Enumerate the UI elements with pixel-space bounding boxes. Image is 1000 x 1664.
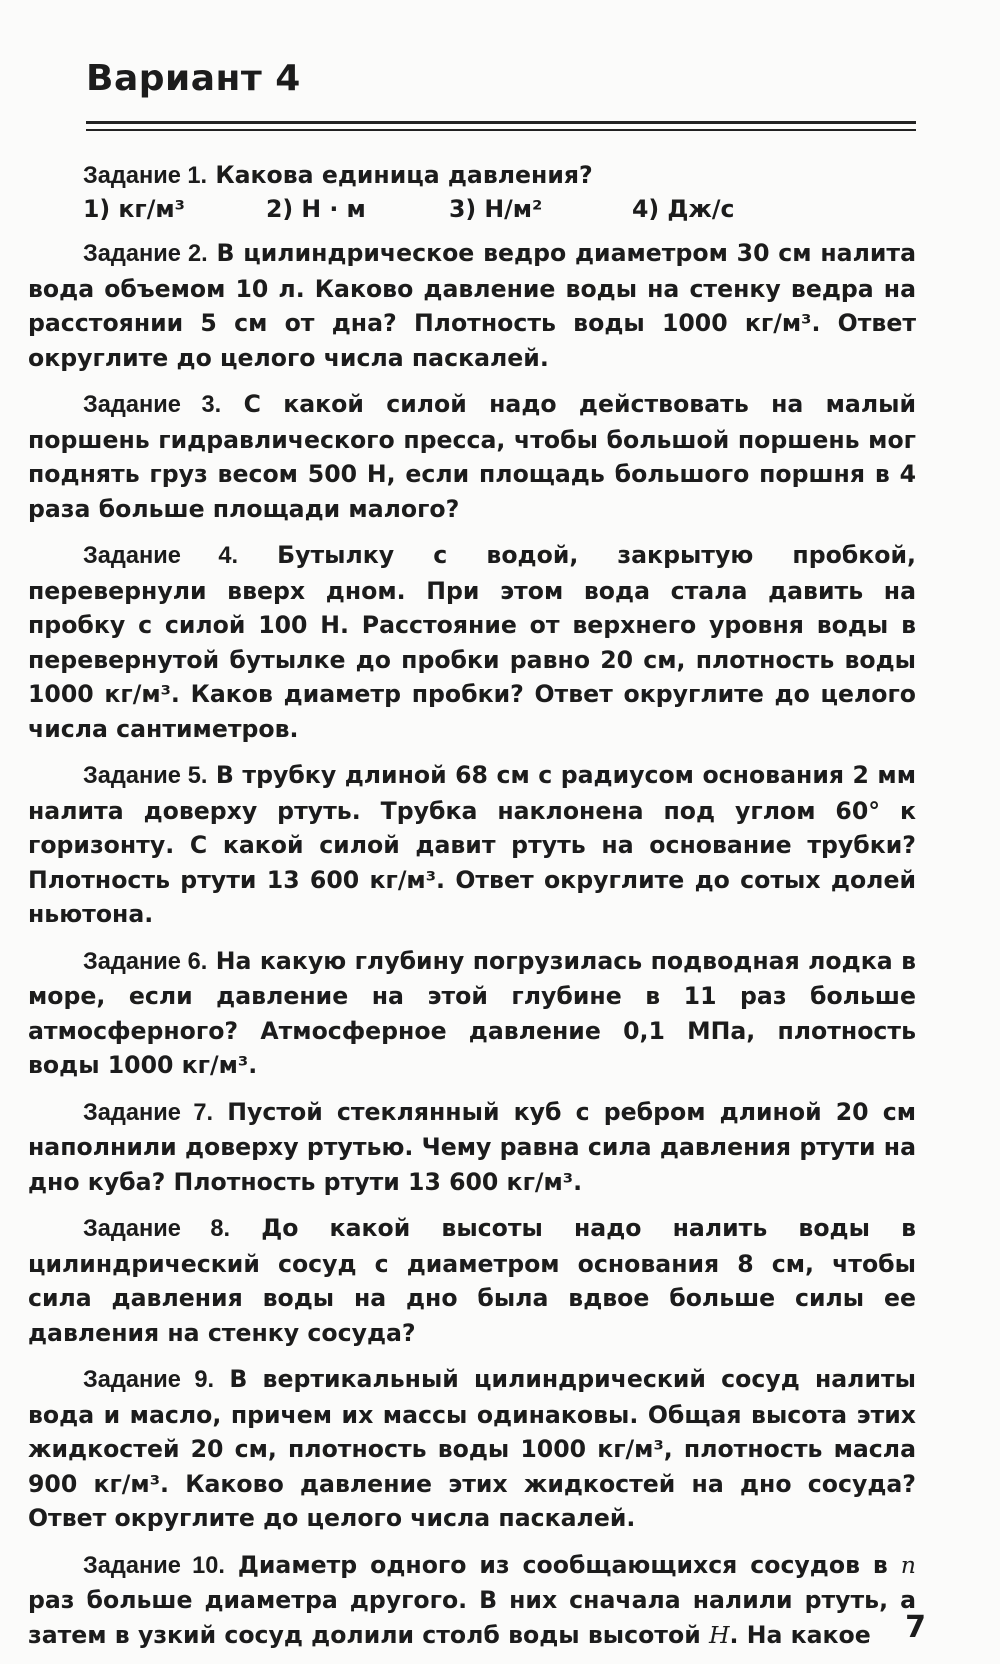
task-2 — [28, 236, 916, 375]
task-label: Задание 2. — [83, 241, 208, 267]
page-number: 7 — [905, 1610, 926, 1645]
task-text: . На какое — [729, 1620, 871, 1649]
variant-title: Вариант 4 — [86, 58, 301, 99]
task-label: Задание 8. — [83, 1216, 231, 1242]
option-4: 4) Дж/с — [632, 194, 735, 223]
task-3 — [28, 387, 916, 526]
task-text: В вертикальный цилиндрический сосуд налиты вода и масло, причем их массы одинаковы. Общая высота этих жидкостей 20 см, плотность воды 1000 кг/м³, плотность масла 900 кг/м³. Каково давление этих жидкостей на дно сосуда? Ответ округлите до целого числа паскалей. — [28, 1365, 916, 1532]
task-text: В трубку длиной 68 см с радиусом основания 2 мм налита доверху ртуть. Трубка наклонена под углом 60° к горизонту. С какой силой давит ртуть на основание трубки? Плотность ртути 13 600 кг/м³. Ответ округлите до сотых долей ньютона. — [28, 761, 917, 928]
task-label: Задание 7. — [83, 1099, 214, 1126]
task-1-options — [28, 192, 916, 227]
task-text: раз больше диаметра другого. В них сначала налили ртуть, а затем в узкий сосуд долили столб воды высотой — [28, 1586, 916, 1649]
task-list — [28, 158, 916, 1664]
task-6 — [28, 944, 916, 1083]
option-2: 2) Н · м — [266, 194, 366, 223]
task-7 — [28, 1095, 916, 1200]
task-label: Задание 1. — [83, 163, 208, 189]
task-5 — [28, 758, 916, 932]
title-rule-top — [86, 121, 916, 124]
task-8 — [28, 1211, 916, 1350]
task-label: Задание 9. — [83, 1367, 215, 1393]
variable-h: H — [708, 1620, 730, 1649]
task-label: Задание 6. — [83, 948, 208, 975]
task-text: Пустой стеклянный куб с ребром длиной 20 см наполнили доверху ртутью. Чему равна сила давления ртути на дно куба? Плотность ртути 13 600 кг/м³. — [28, 1097, 917, 1196]
task-label: Задание 3. — [83, 392, 222, 418]
option-3: 3) Н/м² — [449, 194, 543, 223]
task-text: С какой силой надо действовать на малый поршень гидравлического пресса, чтобы большой поршень мог поднять груз весом 500 Н, если площадь большого поршня в 4 раза больше площади малого? — [28, 390, 916, 523]
option-1: 1) кг/м³ — [83, 194, 185, 223]
variable-n: n — [900, 1550, 916, 1579]
task-10 — [28, 1548, 916, 1653]
title-rule-bottom — [86, 129, 916, 131]
task-text: Диаметр одного из сообщающихся сосудов в — [224, 1550, 901, 1579]
task-1 — [28, 158, 916, 194]
task-label: Задание 4. — [83, 543, 239, 569]
task-label: Задание 10. — [83, 1552, 225, 1579]
task-label: Задание 5. — [83, 763, 208, 789]
task-text: До какой высоты надо налить воды в цилиндрический сосуд с диаметром основания 8 см, чтобы сила давления воды на дно была вдвое больше силы ее давления на стенку сосуда? — [28, 1214, 916, 1347]
task-text: Бутылку с водой, закрытую пробкой, перевернули вверх дном. При этом вода стала давить на пробку с силой 100 Н. Расстояние от верхнего уровня воды в перевернутой бутылке до пробки равно 20 см, плотность воды 1000 кг/м³. Каков диаметр пробки? Ответ округлите до целого числа сантиметров. — [28, 541, 916, 743]
task-text: Какова единица давления? — [207, 161, 593, 189]
task-text: На какую глубину погрузилась подводная лодка в море, если давление на этой глубине в 11 раз больше атмосферного? Атмосферное давление 0,1 МПа, плотность воды 1000 кг/м³. — [28, 946, 917, 1079]
task-text: В цилиндрическое ведро диаметром 30 см налита вода объемом 10 л. Каково давление воды на стенку ведра на расстоянии 5 см от дна? Плотность воды 1000 кг/м³. Ответ округлите до целого числа паскалей. — [28, 239, 916, 372]
task-9 — [28, 1362, 916, 1536]
task-4 — [28, 538, 916, 746]
